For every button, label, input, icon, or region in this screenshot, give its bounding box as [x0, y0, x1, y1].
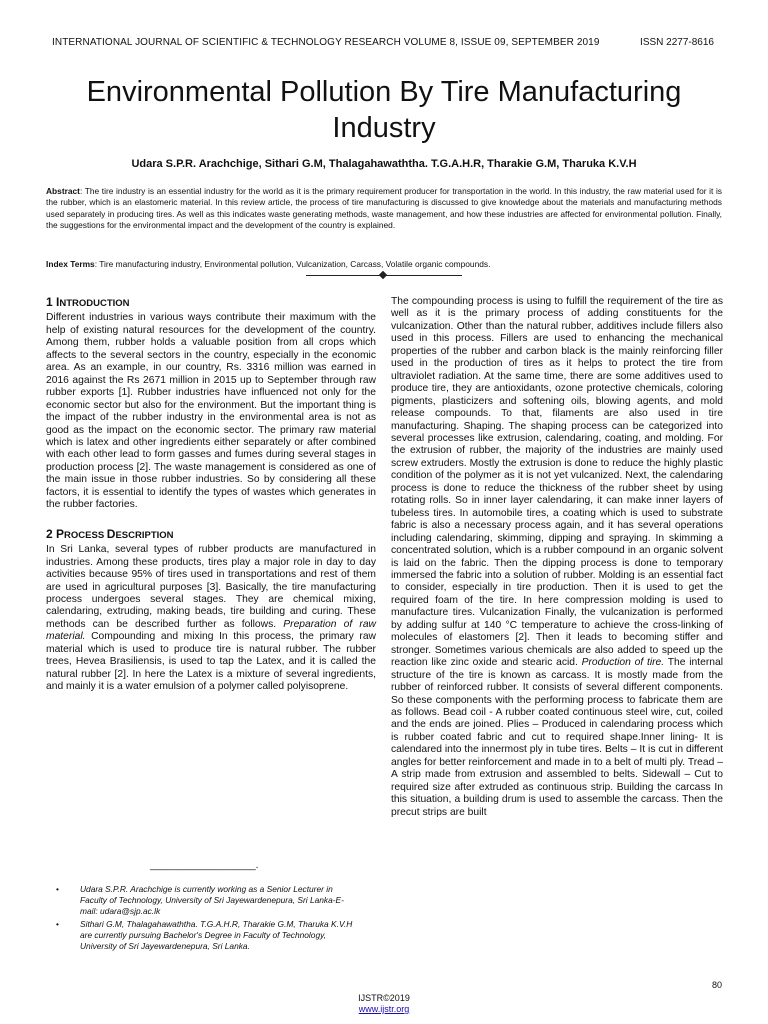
paper-title: Environmental Pollution By Tire Manufacturing Industry [86, 76, 682, 144]
abstract [46, 186, 722, 232]
bullet-icon: • [56, 919, 59, 929]
footer-url [0, 1004, 768, 1014]
footnotes [56, 884, 356, 954]
italic-subheading: Production of tire. [581, 657, 665, 669]
introduction-paragraph: Different industries in various ways contribute their maximum with the help of existing natural resources for the development of the country. Among them, rubber holds a valuable position from all crops which affects to the several sectors in the country, especially in the economic area. As an example, in our country, Rs. 3316 million was earned in 2016 against the Rs 2671 million in 2015 up to September through raw rubber exports [1]. Rubber industries have influenced not only for the economic sector but also for the environment. But the important thing is the impact of the rubber industry in the environmental area is not as good as the impact on the economic sector. The primary raw material which is latex and other ingredients either separately or after combined with each other lead to form gasses and fumes during several stages in production process [2]. The waste management is considered as one of the main issue in those rubber industries. So by considering all these factors, it is essential to identify the types of wastes which generates in the rubber factories. [46, 312, 376, 511]
footnote-item: • Sithari G.M, Thalagahawaththa. T.G.A.H.R, Tharakie G.M, Tharuka K.V.H are currently pursuing Bachelor's Degree in Faculty of Technology, University of Sri Jayewardenepura, Sri Lanka. [56, 919, 353, 951]
separator-diamond [379, 271, 387, 279]
authors: Udara S.P.R. Arachchige, Sithari G.M, Thalagahawaththa. T.G.A.H.R, Tharakie G.M, Tharuka K.V.H [131, 158, 637, 170]
abstract-text: : The tire industry is an essential industry for the world as it is the primary requirement producer for transportation in the world. In this industry, the raw material used for it is the rubber, which is an elastomeric material. In this review article, the process of tire manufacturing is discussed to give knowledge about the materials and manufacturing methods used separately in producing tires. As well as this indicates waste generating methods, waste management, and how these industries are affected for environmental pollution. Finally, the suggestions for the environmental impact and the development of the country is explained. [46, 186, 722, 231]
footer-link[interactable]: www.ijstr.org [358, 1004, 410, 1014]
index-terms [46, 259, 722, 270]
right-column-paragraph: The compounding process is using to fulfill the requirement of the tire as well as it is the primary process of adding constituents for the vulcanization. Other than the natural rubber, additives include fillers also used in this process. Fillers are used to enhancing the mechanical properties of the rubber and carbon black is the mainly reinforcing filler used in the production of tires as it helps to protect the tire from ultraviolet radiation. At the same time, there are some additives used to produce tire, they are antioxidants, ozone protective chemicals, coloring pigments, plasticizers and softening oils, blowing agents, and mold release compounds. To that, filaments are also used in tire manufacturing. Shaping. The shaping process can be categorized into several processes like extrusion, calendaring, coating, and molding. For the extrusion of rubber, the majority of the industries are mainly used screw extruders. Mostly the extrusion is done to reduce the highly plastic condition of the polymer as it is not yet vulcanized. Next, the calendaring process is done to reduce the thickness of the rubber sheet by using rotating rolls. So in inner layer calendaring, it can make inner layers of tubeless tires. In automobile tires, a coating which is used to substrate fabric is also a necessary process again, and it has several operations including calendaring, skimming, dipping and spraying. In skimming a concentrated solution, which is a rubber compound in an organic solvent is laid on the fabric. Then the dipping process is done to temporary immersed the fabric into a solution of rubber. Molding is an essential fact to consider, especially in tire production. Then it is used to get the required foam of the tire. In here compression molding is used to manufacture tires. Vulcanization Finally, the vulcanization is performed by adding sulfur at 140 °C temperature to achieve the cross-linking of molecules of elastomers [2]. Then it leads to becoming stiffer and stronger. Sometimes various chemicals are also added to speed up the reaction like zinc oxide and stearic acid. Production of tire. The internal structure of the tire is known as carcass. It is mostly made from the rubber of reinforced rubber. It consists of several different components. So these components with the performing process to fabricate them are as follows. Bead coil - A rubber coated continuous steel wire, cut, coiled and the ends are joined. Plies – Produced in calendaring process which is rubber coated fabric and cut to required shape.Inner lining- It is calendared into the innermost ply in tube tires. Belts – It is cut in different angles for better reinforcement and made in to a belt of multi ply. Tread – A strip made from extrusion and assembled to belts. Sidewall – Cut to required size after extruded as continuous strip. Building the carcass In this situation, a building drum is used to assemble the carcass. Then the precut strips are built [391, 296, 723, 818]
footer-copyright: IJSTR©2019 [358, 993, 410, 1003]
section-heading-process-description: 2 PROCESS DESCRIPTION [46, 526, 174, 541]
italic-subheading: Preparation of raw material. [46, 618, 376, 643]
footnote-rule: ___________________. [150, 860, 259, 871]
right-column [391, 296, 723, 819]
page-number: 80 [711, 980, 722, 990]
index-terms-text: : Tire manufacturing industry, Environmental pollution, Vulcanization, Carcass, Volatile organic compounds. [94, 259, 491, 269]
left-column [46, 296, 376, 694]
section-heading-introduction: 1 INTRODUCTION [46, 295, 130, 309]
process-description-paragraph: In Sri Lanka, several types of rubber products are manufactured in industries. Among these products, tires play a major role in day to day activities because 95% of tires used in transportations and rest of them are used in agricultural purposes [3]. Basically, the tire manufacturing process undergoes several stages. They are chemical mixing, calendaring, extruding, making beads, tire building and curing. These methods can be described further as follows. Preparation of raw material. Compounding and mixing In this process, the primary raw material which is used to produce tire is natural rubber. The rubber trees, Hevea Brasiliensis, is used to tap the Latex, and it is called the natural rubber [2]. In here the Latex is a mixture of several ingredients, and mainly it is a water emulsion of a polymer called polyisoprene. [46, 544, 376, 693]
index-terms-label: Index Terms [46, 259, 95, 269]
footnote-item: • Udara S.P.R. Arachchige is currently working as a Senior Lecturer in Faculty of Technology, University of Sri Jayewardenepura, Sri Lanka-E-mail: udara@sjp.ac.lk [56, 884, 344, 916]
issn: ISSN 2277-8616 [640, 37, 714, 48]
bullet-icon: • [56, 884, 59, 894]
abstract-label: Abstract [46, 186, 80, 196]
journal-header: INTERNATIONAL JOURNAL OF SCIENTIFIC & TECHNOLOGY RESEARCH VOLUME 8, ISSUE 09, SEPTEMBER 2019 [52, 37, 600, 48]
